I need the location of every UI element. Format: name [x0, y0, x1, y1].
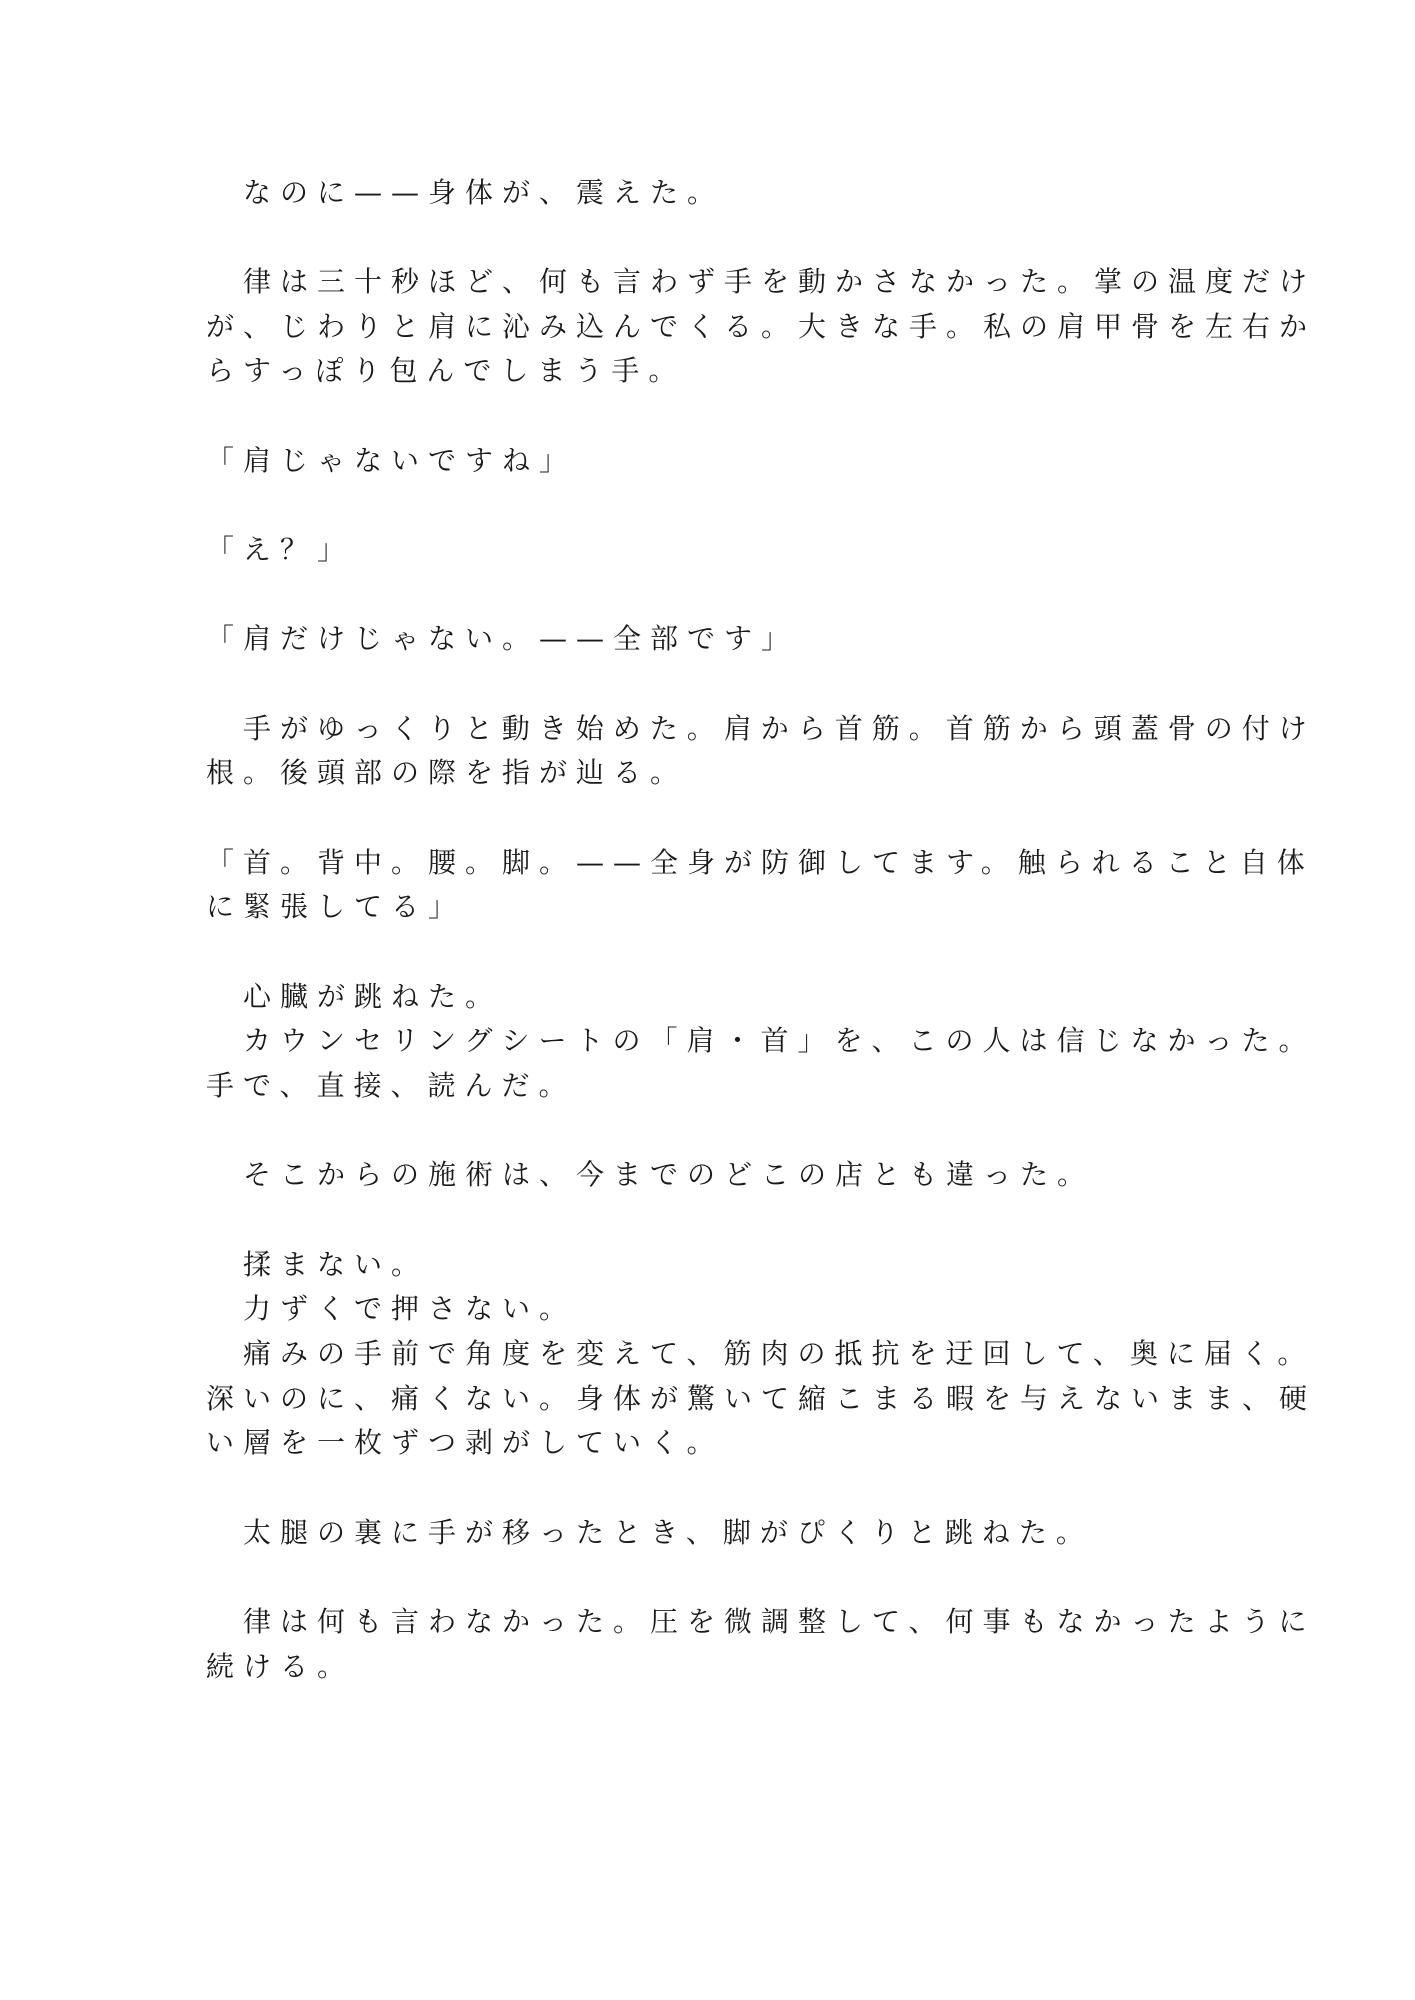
text-line: に緊張してる」 [206, 890, 466, 923]
text-line: なのに——身体が、震えた。 [206, 176, 725, 209]
text-line: 律は何も言わなかった。圧を微調整して、何事もなかったように [206, 1605, 1316, 1638]
text-line: 深いのに、痛くない。身体が驚いて縮こまる暇を与えないまま、硬 [206, 1382, 1317, 1415]
text-line: 手がゆっくりと動き始めた。肩から首筋。首筋から頭蓋骨の付け [206, 712, 1316, 745]
text-line: 律は三十秒ほど、何も言わず手を動かさなかった。掌の温度だけ [206, 265, 1317, 298]
text-line: が、じわりと肩に沁み込んでくる。大きな手。私の肩甲骨を左右か [206, 310, 1317, 343]
text-line: 太腿の裏に手が移ったとき、脚がぴくりと跳ねた。 [206, 1516, 1093, 1549]
text-line: 心臓が跳ねた。 [206, 980, 503, 1013]
text-line: 「肩じゃないですね」 [206, 444, 577, 477]
text-line: 力ずくで押さない。 [206, 1292, 577, 1325]
text-line: 揉まない。 [206, 1248, 429, 1281]
text-line: 根。後頭部の際を指が辿る。 [206, 756, 688, 789]
text-line: そこからの施術は、今までのどこの店とも違った。 [206, 1158, 1095, 1191]
text-line: 「肩だけじゃない。——全部です」 [206, 622, 799, 655]
text-line: 「え？」 [206, 533, 355, 566]
text-line: 痛みの手前で角度を変えて、筋肉の抵抗を迂回して、奥に届く。 [206, 1337, 1315, 1370]
text-line: らすっぽり包んでしまう手。 [206, 354, 686, 387]
text-line: カウンセリングシートの「肩・首」を、この人は信じなかった。 [206, 1024, 1316, 1057]
text-line: 手で、直接、読んだ。 [206, 1069, 576, 1102]
text-line: 「首。背中。腰。脚。——全身が防御してます。触られること自体 [206, 846, 1314, 879]
text-line: い層を一枚ずつ剥がしていく。 [206, 1426, 724, 1459]
text-line: 続ける。 [206, 1650, 355, 1683]
